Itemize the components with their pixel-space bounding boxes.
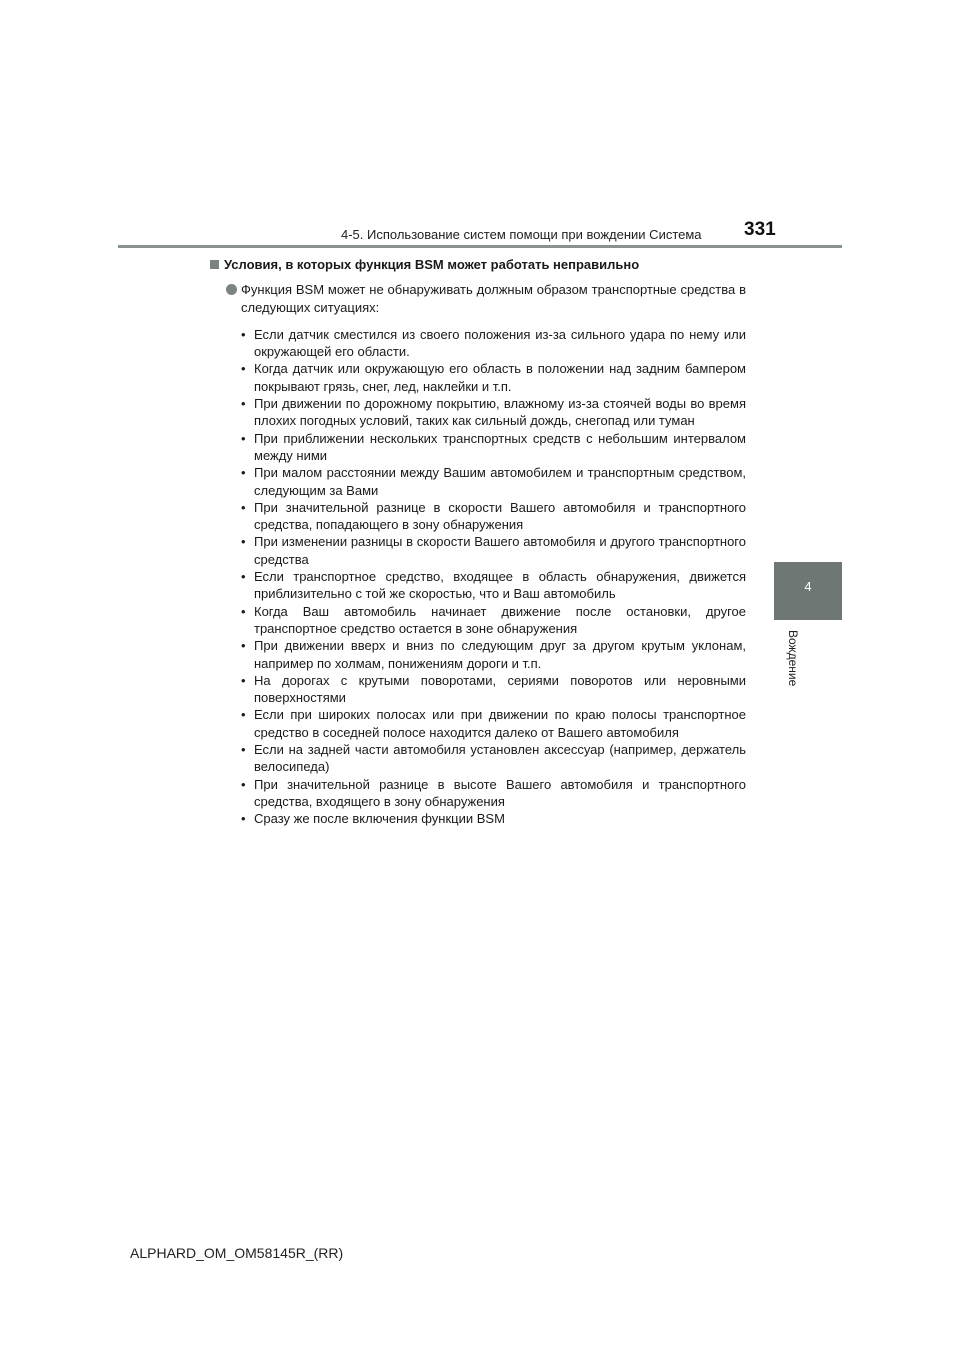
list-item: [241, 741, 746, 776]
list-item-text: Если транспортное средство, входящее в область обнаружения, движется приблизительно с той же скоростью, что и Ваш автомобиль: [254, 569, 746, 602]
bullet-dot-icon: •: [241, 361, 246, 377]
list-item: [241, 672, 746, 707]
circle-bullet-icon: [226, 284, 237, 295]
document-code: ALPHARD_OM_OM58145R_(RR): [130, 1245, 344, 1261]
list-item-text: Сразу же после включения функции BSM: [254, 811, 505, 827]
list-item-text: При значительной разнице в скорости Вашего автомобиля и транспортного средства, попадающего в зону обнаружения: [254, 499, 746, 533]
running-header-section: 4-5. Использование систем помощи при вождении Система: [341, 227, 702, 242]
list-item-text: При изменении разницы в скорости Вашего автомобиля и другого транспортного средства: [254, 534, 746, 567]
intro-paragraph: [210, 281, 746, 316]
list-item-text: При малом расстоянии между Вашим автомобилем и транспортным средством, следующим за Вами: [254, 465, 746, 498]
bullet-dot-icon: •: [241, 465, 246, 481]
list-item: [241, 776, 746, 811]
list-item: [241, 430, 746, 465]
list-item-text: Когда Ваш автомобиль начинает движение после остановки, другое транспортное средство остается в зоне обнаружения: [254, 603, 746, 636]
bullet-dot-icon: •: [241, 776, 246, 792]
list-item: [241, 464, 746, 499]
list-item: [241, 568, 746, 603]
intro-text: Функция BSM может не обнаруживать должным образом транспортные средства в следующих ситуациях:: [241, 282, 746, 315]
list-item: [241, 499, 746, 534]
chapter-tab: [774, 562, 842, 620]
condition-list: [210, 326, 746, 828]
list-item-text: Когда датчик или окружающую его область в положении над задним бампером покрывают грязь, снег, лед, наклейки и т.п.: [254, 361, 746, 394]
list-item-text: Если при широких полосах или при движении по краю полосы транспортное средство в соседней полосе находится далеко от Вашего автомобиля: [254, 707, 746, 740]
list-item: [241, 360, 746, 395]
section-heading: [210, 256, 746, 273]
list-item: [241, 533, 746, 568]
list-item-text: При значительной разнице в высоте Вашего автомобиля и транспортного средства, входящего в зону обнаружения: [254, 776, 746, 809]
bullet-dot-icon: •: [241, 534, 246, 550]
list-item-text: Если датчик сместился из своего положения из-за сильного удара по нему или окружающей его области.: [254, 326, 746, 360]
bullet-dot-icon: •: [241, 430, 246, 446]
chapter-label: Вождение: [786, 630, 800, 687]
square-bullet-icon: [210, 260, 219, 269]
list-item: [241, 603, 746, 638]
bullet-dot-icon: •: [241, 638, 246, 654]
bullet-dot-icon: •: [241, 742, 246, 758]
bullet-dot-icon: •: [241, 326, 246, 342]
page-number: 331: [744, 219, 776, 240]
page-content: [210, 256, 746, 828]
chapter-number: 4: [804, 579, 812, 594]
section-heading-text: Условия, в которых функция BSM может работать неправильно: [224, 257, 640, 272]
list-item-text: Если на задней части автомобиля установлен аксессуар (например, держатель велосипеда): [254, 742, 746, 775]
list-item-text: При движении по дорожному покрытию, влажному из-за стоячей воды во время плохих погодных условий, таких как сильный дождь, снегопад или туман: [254, 396, 746, 429]
list-item-text: При приближении нескольких транспортных средств с небольшим интервалом между ними: [254, 430, 746, 463]
bullet-dot-icon: •: [241, 603, 246, 619]
list-item-text: При движении вверх и вниз по следующим друг за другом крутым уклонам, например по холмам, понижениям дороги и т.п.: [254, 638, 746, 671]
list-item: [241, 326, 746, 361]
bullet-dot-icon: •: [241, 569, 246, 585]
bullet-dot-icon: •: [241, 396, 246, 412]
list-item-text: На дорогах с крутыми поворотами, сериями поворотов или неровными поверхностями: [254, 672, 746, 706]
list-item: [241, 810, 746, 827]
list-item: [241, 395, 746, 430]
bullet-dot-icon: •: [241, 672, 246, 688]
list-item: [241, 706, 746, 741]
bullet-dot-icon: •: [241, 707, 246, 723]
bullet-dot-icon: •: [241, 499, 246, 515]
header-divider: [118, 245, 842, 248]
list-item: [241, 637, 746, 672]
bullet-dot-icon: •: [241, 811, 246, 827]
